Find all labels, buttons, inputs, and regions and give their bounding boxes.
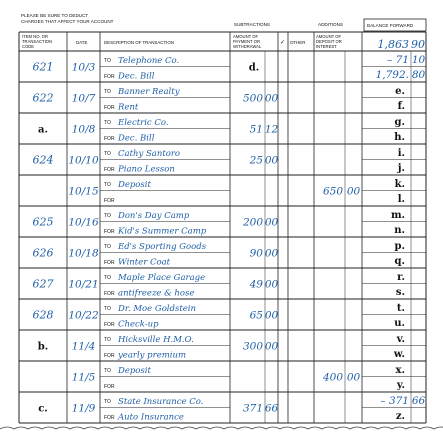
memo: Winter Coat: [118, 257, 171, 268]
balance-line-2: w.: [393, 349, 405, 360]
register-rows: [33, 54, 426, 423]
header-date: DATE: [76, 40, 88, 45]
payment-cents: 00: [264, 278, 279, 291]
for-prefix: FOR: [104, 136, 115, 142]
balance-line-1-cents: 10: [411, 54, 426, 66]
header-item-no-2: TRANSACTION: [22, 39, 53, 44]
balance-line-1: – 371: [380, 395, 409, 407]
payment-amount: 65: [249, 309, 263, 322]
to-prefix: TO: [104, 275, 111, 281]
transaction-date: 10/7: [71, 92, 96, 105]
register-grid: [0, 32, 443, 429]
balance-line-2: h.: [394, 132, 405, 143]
to-prefix: TO: [104, 337, 111, 343]
balance-line-2: z.: [395, 411, 405, 422]
memo: antifreeze & hose: [118, 288, 195, 299]
payment-cents: 00: [264, 309, 279, 322]
register-row: [33, 303, 406, 330]
payment-cents: 00: [264, 216, 279, 229]
register-row: [33, 148, 406, 175]
payment-amount: 51: [249, 123, 263, 136]
balance-line-1: k.: [394, 179, 405, 190]
notice-line-1: PLEASE BE SURE TO DEDUCT: [21, 13, 89, 18]
header-check: ✓: [280, 40, 286, 46]
payment-amount: 371: [242, 402, 263, 415]
for-prefix: FOR: [104, 167, 115, 173]
transaction-date: 10/22: [68, 309, 99, 322]
balance-line-2-cents: 80: [411, 69, 426, 81]
transaction-date: 10/16: [68, 216, 99, 229]
to-prefix: TO: [104, 151, 111, 157]
header-item-no-3: CODE: [22, 44, 35, 49]
item-number: 624: [32, 153, 54, 167]
payee: Telephone Co.: [118, 56, 180, 66]
balance-line-2: 1,792.: [375, 69, 409, 81]
column-headers: [22, 34, 342, 49]
balance-line-2: l.: [397, 194, 405, 205]
item-number: 628: [32, 308, 54, 322]
memo: Kid's Summer Camp: [118, 226, 207, 237]
item-number: c.: [38, 403, 48, 415]
payment-cents: 12: [264, 123, 279, 136]
memo: Rent: [118, 102, 139, 113]
register-row: [33, 86, 406, 113]
header-deposit-1: AMOUNT OF: [316, 34, 342, 39]
to-prefix: TO: [104, 58, 111, 64]
balance-line-1: t.: [396, 303, 405, 314]
transaction-date: 10/8: [71, 123, 96, 136]
balance-line-1: v.: [396, 334, 405, 345]
item-number: 621: [32, 60, 54, 74]
balance-line-1: x.: [395, 365, 405, 376]
torn-edge: [0, 427, 443, 429]
payee: Deposit: [118, 180, 151, 190]
for-prefix: FOR: [104, 198, 115, 204]
for-prefix: FOR: [104, 291, 115, 297]
transaction-date: 11/5: [71, 371, 96, 384]
payment-amount: 300: [242, 340, 263, 353]
register-row: [33, 241, 406, 268]
payment-blank: d.: [248, 62, 260, 74]
opening-balance: [378, 38, 426, 51]
deposit-amount: 400: [322, 371, 343, 384]
additions-label: ADDITIONS: [318, 22, 344, 27]
memo: Piano Lesson: [118, 164, 175, 175]
to-prefix: TO: [104, 120, 111, 126]
register-row: [33, 210, 406, 237]
payment-amount: 90: [249, 247, 263, 260]
payee: Hicksville H.M.O.: [118, 335, 194, 345]
notice-line-2: CHARGES THAT AFFECT YOUR ACCOUNT: [21, 19, 114, 24]
transaction-date: 11/9: [71, 402, 96, 415]
transaction-date: 10/3: [71, 61, 96, 74]
balance-line-2: y.: [396, 380, 405, 391]
register-row: [68, 179, 405, 205]
for-prefix: FOR: [104, 415, 115, 421]
transaction-date: 10/18: [68, 247, 99, 260]
balance-line-1: – 71: [387, 54, 409, 66]
payee: Ed's Sporting Goods: [118, 242, 207, 252]
register-row: [38, 117, 405, 144]
header-deposit-3: INTEREST: [316, 44, 337, 49]
balance-line-1: m.: [390, 210, 405, 221]
item-number: 627: [32, 277, 54, 291]
to-prefix: TO: [104, 182, 111, 188]
to-prefix: TO: [104, 399, 111, 405]
payee: Dr. Moe Goldstein: [118, 304, 196, 314]
for-prefix: FOR: [104, 322, 115, 328]
balance-line-2: u.: [394, 318, 405, 329]
transaction-date: 10/21: [68, 278, 99, 291]
balance-forward-label: BALANCE FORWARD: [367, 23, 414, 28]
balance-line-1: g.: [394, 117, 405, 128]
transaction-date: 10/10: [68, 154, 99, 167]
payee: Deposit: [118, 366, 151, 376]
deposit-cents: 00: [346, 371, 361, 384]
payment-cents: 00: [264, 247, 279, 260]
register-row: [33, 54, 426, 82]
to-prefix: TO: [104, 213, 111, 219]
subtractions-label: SUBTRACTIONS: [234, 22, 270, 27]
to-prefix: TO: [104, 89, 111, 95]
balance-line-1: p.: [394, 241, 405, 252]
to-prefix: TO: [104, 244, 111, 250]
payment-amount: 49: [249, 278, 263, 291]
to-prefix: TO: [104, 306, 111, 312]
transaction-date: 11/4: [71, 340, 96, 353]
payment-amount: 500: [242, 92, 263, 105]
memo: Auto Insurance: [118, 412, 184, 423]
deposit-cents: 00: [346, 185, 361, 198]
balance-line-2: n.: [394, 225, 405, 236]
register-row: [38, 334, 405, 361]
header-payment-1: AMOUNT OF: [233, 34, 259, 39]
register-row: [72, 365, 405, 391]
header-payment-2: PAYMENT OR: [233, 39, 260, 44]
payee: Maple Place Garage: [118, 273, 206, 283]
header-item-no-1: ITEM NO. OR: [22, 34, 49, 39]
payee: Cathy Santoro: [118, 149, 181, 159]
payment-cents: 00: [264, 92, 279, 105]
register-row: [38, 395, 425, 423]
balance-line-2: j.: [397, 163, 405, 174]
payee: State Insurance Co.: [118, 397, 204, 407]
balance-line-1: r.: [397, 272, 405, 283]
item-number: 622: [32, 91, 54, 105]
to-prefix: TO: [104, 368, 111, 374]
item-number: 626: [32, 246, 54, 260]
balance-line-1-cents: 66: [411, 395, 426, 407]
header-deposit-2: DEPOSIT OR: [316, 39, 342, 44]
opening-balance-dollars: 1,863: [377, 38, 409, 51]
payment-cents: 66: [264, 402, 279, 415]
for-prefix: FOR: [104, 74, 115, 80]
for-prefix: FOR: [104, 105, 115, 111]
balance-line-1: i.: [397, 148, 405, 159]
memo: yearly premium: [118, 350, 187, 361]
transaction-date: 10/15: [68, 185, 99, 198]
payee: Don's Day Camp: [118, 211, 190, 221]
header-other: OTHER: [290, 40, 306, 45]
balance-line-2: f.: [397, 101, 405, 112]
balance-line-2: s.: [395, 287, 405, 298]
payee: Banner Realty: [118, 87, 180, 97]
item-number: 625: [32, 215, 54, 229]
memo: Dec. Bill: [118, 71, 155, 82]
balance-line-1: e.: [395, 86, 405, 97]
for-prefix: FOR: [104, 353, 115, 359]
payment-amount: 25: [249, 154, 263, 167]
for-prefix: FOR: [104, 384, 115, 390]
payee: Electric Co.: [118, 118, 169, 128]
item-number: b.: [37, 341, 49, 353]
for-prefix: FOR: [104, 260, 115, 266]
register-row: [33, 272, 406, 299]
deposit-amount: 650: [322, 185, 343, 198]
payment-cents: 00: [264, 154, 279, 167]
memo: Dec. Bill: [118, 133, 155, 144]
opening-balance-cents: 90: [411, 38, 425, 51]
memo: Check-up: [118, 319, 159, 330]
for-prefix: FOR: [104, 229, 115, 235]
header-payment-3: WITHDRAWAL: [233, 44, 262, 49]
balance-line-2: q.: [394, 256, 405, 267]
item-number: a.: [38, 124, 48, 136]
payment-cents: 00: [264, 340, 279, 353]
payment-amount: 200: [242, 216, 263, 229]
header-description: DESCRIPTION OF TRANSACTION: [104, 40, 174, 45]
